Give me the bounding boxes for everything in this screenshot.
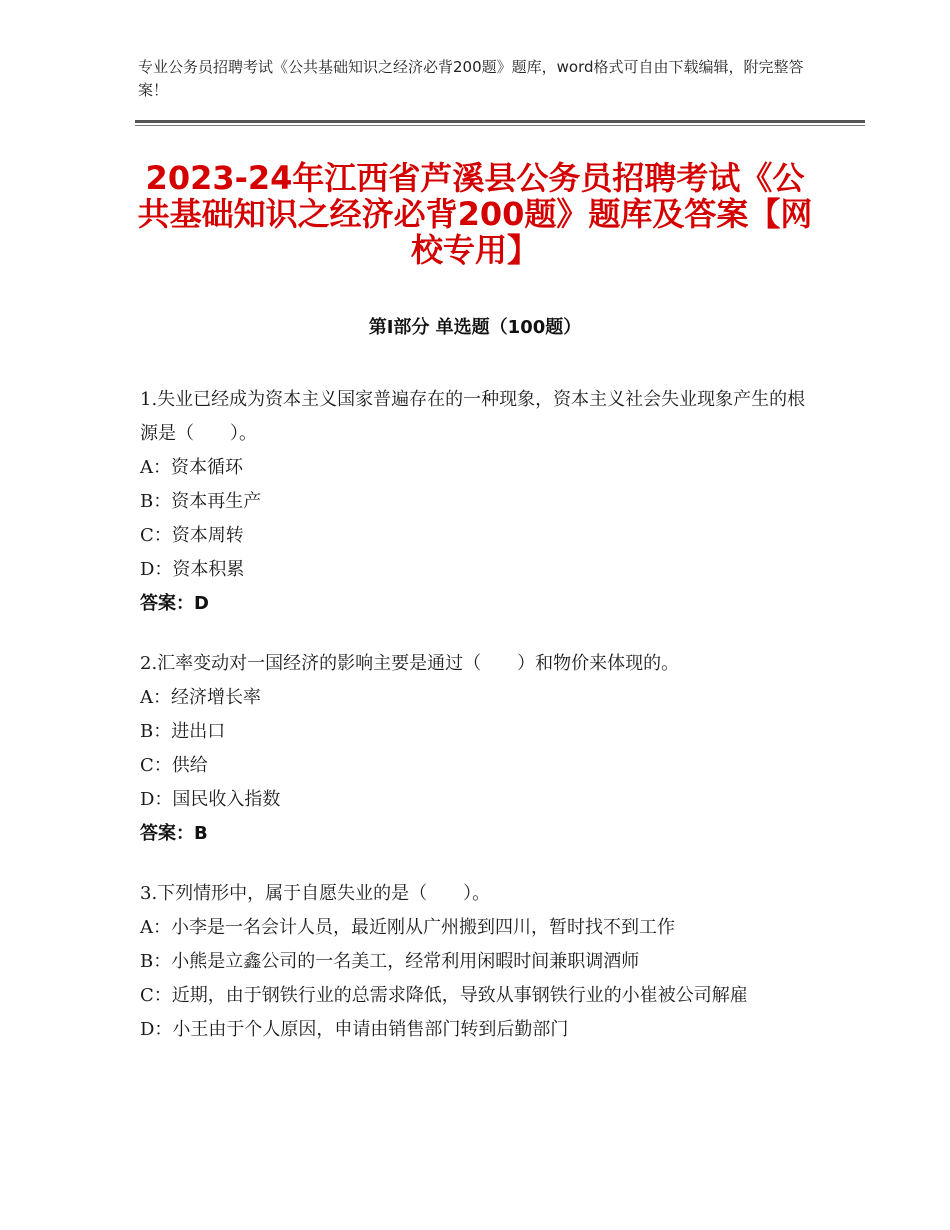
- question-option-c: C：资本周转: [140, 525, 244, 546]
- question-list: [140, 383, 810, 1073]
- document-title: 2023-24年江西省芦溪县公务员招聘考试《公共基础知识之经济必背200题》题库及答案【网校专用】: [137, 159, 813, 269]
- header-note: 专业公务员招聘考试《公共基础知识之经济必背200题》题库，word格式可自由下载编辑，附完整答案！: [138, 58, 804, 99]
- question-option-c: C：供给: [140, 755, 208, 776]
- question-option-d: D：资本积累: [140, 559, 245, 580]
- section-heading: 第I部分 单选题（100题）: [368, 317, 582, 338]
- question-answer: 答案：D: [140, 593, 209, 614]
- question-option-b: B：资本再生产: [140, 491, 262, 512]
- question-stem: 3.下列情形中，属于自愿失业的是（ ）。: [140, 883, 491, 904]
- question-option-b: B：进出口: [140, 721, 226, 742]
- question-option-d: D：国民收入指数: [140, 789, 281, 810]
- question-option-c: C：近期，由于钢铁行业的总需求降低，导致从事钢铁行业的小崔被公司解雇: [140, 985, 748, 1006]
- question-option-a: A：小李是一名会计人员，最近刚从广州搬到四川，暂时找不到工作: [140, 917, 675, 938]
- question-option-a: A：资本循环: [140, 457, 243, 478]
- question-stem: 2.汇率变动对一国经济的影响主要是通过（ ）和物价来体现的。: [140, 653, 680, 674]
- question-option-a: A：经济增长率: [140, 687, 261, 708]
- question-1: [140, 383, 810, 621]
- header-rule-thick: [135, 120, 865, 123]
- header-rule-thin: [135, 125, 865, 126]
- question-stem: 1.失业已经成为资本主义国家普遍存在的一种现象，资本主义社会失业现象产生的根源是（ ）。: [140, 389, 806, 444]
- question-2: [140, 647, 810, 851]
- question-3: [140, 877, 810, 1047]
- question-option-b: B：小熊是立鑫公司的一名美工，经常利用闲暇时间兼职调酒师: [140, 951, 640, 972]
- question-answer: 答案：B: [140, 823, 208, 844]
- question-option-d: D：小王由于个人原因，申请由销售部门转到后勤部门: [140, 1019, 569, 1040]
